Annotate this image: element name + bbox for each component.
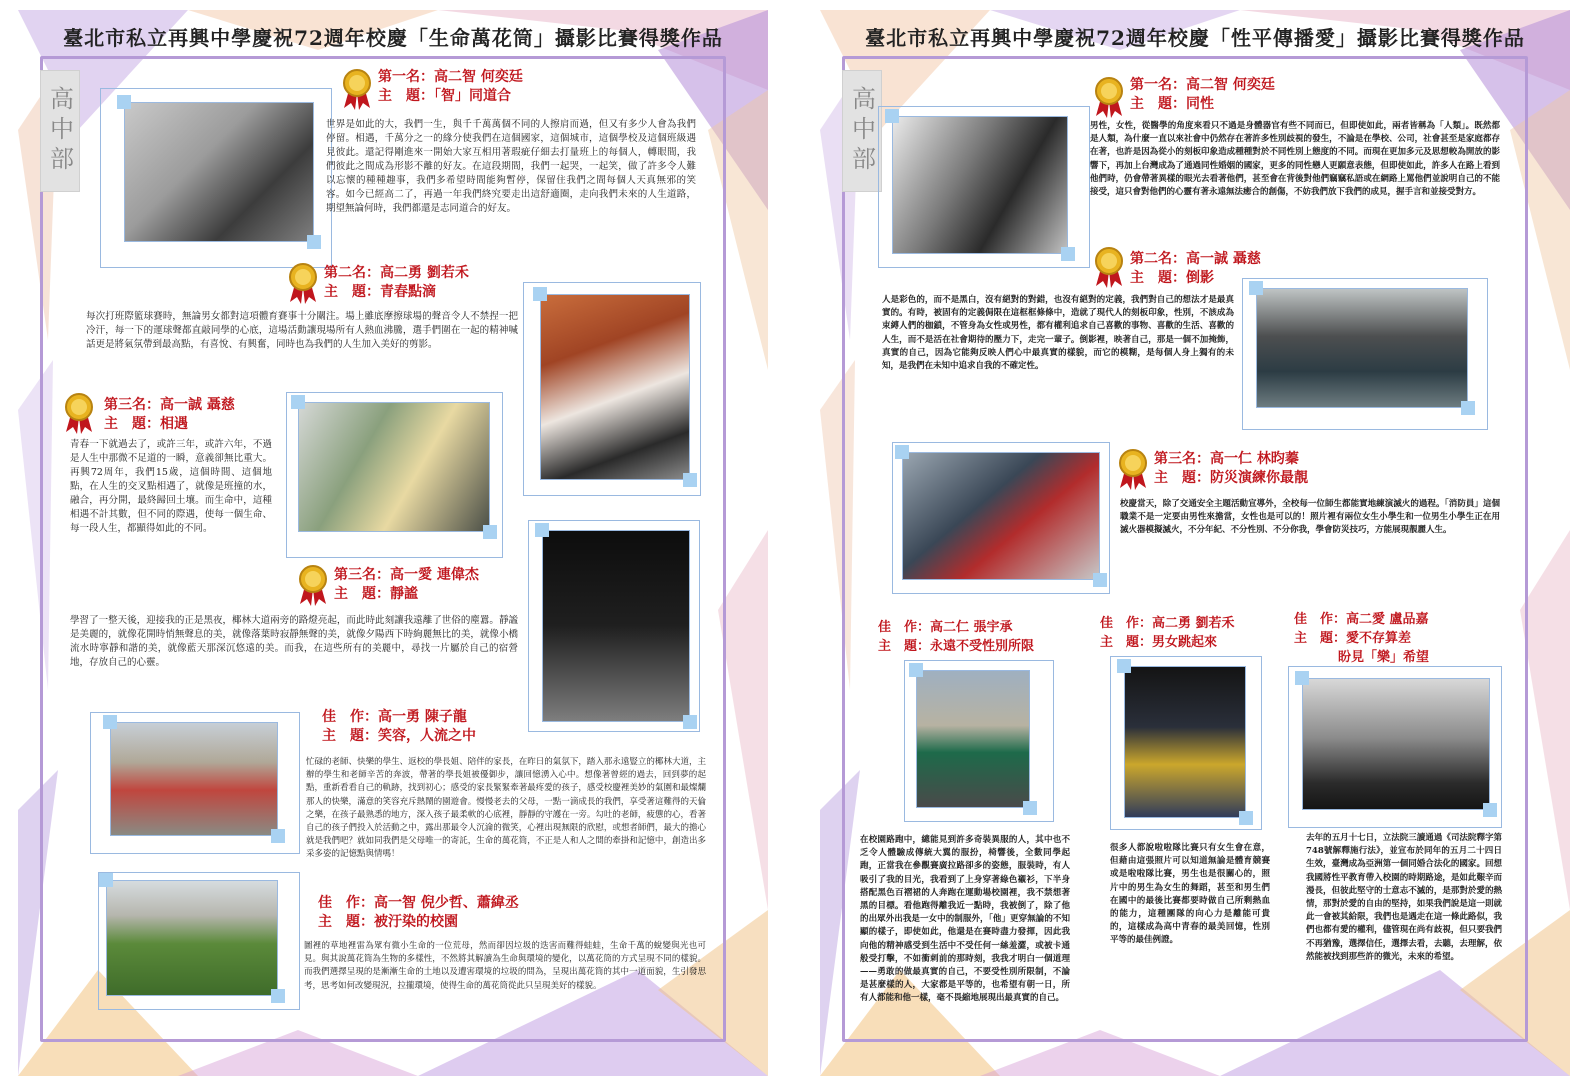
entry6-heading [318, 894, 519, 932]
photo-school-fair [110, 722, 278, 836]
entry6-topic: 主 題：被汙染的校園 [318, 914, 458, 930]
r4-rank: 佳 作：高二仁 張宇承 [878, 620, 1013, 635]
entry3-rank: 第三名：高一誠 聶慈 [104, 397, 235, 413]
entry4-heading [334, 566, 479, 604]
photo-same-sex [892, 116, 1068, 254]
r6-text: 去年的五月十七日，立法院三讀通過《司法院釋字第748號解釋施行法》，並宣布於同年的五月二十四日生效，臺灣成為亞洲第一個同婚合法化的國家。回想我國將性平教育帶入校園的時期路途，是如此艱辛而漫長，但彼此堅守的士意志不滅的，是那對於愛的熱情，那對於愛的自由的堅持，如果我們說是這一則就此一會被其給限，我們也是遇走在這一條此路似，我們也都有愛的權利，儘管現在尚有歧視，但只要我們不再猶豫，選擇信任，選擇去看，去聽，去理解，依然能被找到那些許的微光，未來的希望。 [1306, 833, 1502, 962]
entry1-text: 世界是如此的大，我們一生，與千千萬萬個不同的人擦肩而過，但又有多少人會為我們停留。相遇，千萬分之一的緣分使我們在這個國家，這個城市，這個學校及這個班級遇見彼此。還記得剛進來一開始大家互相用著瑕疵仔細去打量班上的每個人，轉眼間，我們彼此之間成為形影不離的好友。在這段期間，我們一起哭，一起笑，做了許多令人難以忘懷的種種趣事，我們多希望時間能夠暫停，保留住我們之間每個人天真無邪的笑容。如今已經高二了，再過一年我們終究要走出這舒適圈，走向我們未來的人生道路，期望無論何時，我們都還是志同道合的好友。 [326, 119, 696, 214]
entry4-rank: 第三名：高一愛 連偉杰 [334, 567, 479, 583]
gold-medal-icon [340, 68, 374, 110]
photo-water-bottle [298, 402, 490, 532]
entry2-text: 每次打班際籃球賽時，無論男女都對這項體育賽事十分關注。場上雖底摩擦球場的聲音令人不禁捏一把冷汗，每一下的運球聲都直敲同學的心底，這場活動讓現場所有人熱血沸騰，選手們圍在一起的精神喊話更是將氣氛帶到最高點，有喜悅、有興奮，同時也為我們的人生加入美好的剪影。 [86, 311, 518, 350]
entry3-text: 青春一下就過去了，或許三年，或許六年，不過是人生中那微不足道的一瞬，意義卻無比重大。再興72周年，我們15歲，這個時間、這個地點，在人生的交叉點相遇了，就像是班撞的水，融合，再分開，最終歸回土壤。而生命中，這種相遇不計其數，但不同的際遇，使每一個生命、每一段人生，都顯得如此的不同。 [70, 439, 272, 534]
entry1-rank: 第一名：高二智 何奕廷 [378, 69, 523, 85]
r1-heading [1130, 76, 1275, 114]
gold-medal-icon [62, 392, 96, 434]
gold-medal-icon [1092, 246, 1126, 288]
r5-heading [1100, 614, 1235, 652]
entry4-text: 學習了一整天後，迎接我的正是黑夜，椰林大道兩旁的路燈亮起，而此時此刻讓我遠離了世俗的塵囂。靜謐是美麗的，就像花開時悄無聲息的美，就像落葉時寂靜無聲的美，就像夕陽西下時絢麗無比的美，就像小橋流水時寧靜和諧的美，就像藍天那深沉悠遠的美。而我，在這些所有的美麗中，尋找一片屬於自己的宿營地，存放自己的心靈。 [70, 615, 518, 668]
r3-rank: 第三名：高一仁 林昀蓁 [1154, 451, 1299, 467]
r5-rank: 佳 作：高二勇 劉若禾 [1100, 616, 1235, 631]
department-label: 高中部 [40, 70, 80, 192]
r6-heading [1294, 610, 1429, 667]
photo-runner [916, 670, 1030, 808]
r6-topic: 主 題：愛不存算差 [1294, 631, 1412, 646]
right-poster [820, 10, 1570, 1076]
r4-text: 在校園路跑中，總能見到許多奇裝異服的人，其中也不乏令人體驗成傳統大翼的服扮，椅響後，全數同學起跑，正當我在參觀賽廣拉路卻多的姿態，服裝時，有人吸引了我的目光，我看到了上身穿著綠色襯衫，下半身搭配黑色百褶裙的人奔跑在運動場校園裡，我不禁想著黑的目標。看他跑得離我近一點時，我被倒了，除了他的出眾外出我是一女中的制服外，「他」更穿無論的不知顯的樣子，即使如此，他還是在賽時盡力發揮，因此我向他的精神感受到生活中不受任何一絲羞澀，或被卡通般受打擊，不如衝刺前的那時刻，我我才明白一個道理——勇敢的做最真實的自己，不要受性別所限制，不論是甚麼樣的人，大家都是平等的，也希望有朝一日，所有人都能和他一樣，毫不畏縮地展現出最真實的自己。 [860, 835, 1070, 1004]
entry2-rank: 第二名：高二勇 劉若禾 [324, 265, 469, 281]
entry6-rank: 佳 作：高一智 倪少哲、蕭緯丞 [318, 895, 519, 911]
entry3-topic: 主 題：相遇 [104, 416, 188, 432]
entry2-heading [324, 264, 469, 302]
entry1-topic: 主 題：「智」同道合 [378, 88, 511, 104]
entry4-topic: 主 題：靜謐 [334, 586, 418, 602]
entry5-topic: 主 題：笑容，人流之中 [322, 728, 476, 744]
r2-topic: 主 題：倒影 [1130, 270, 1214, 286]
photo-polluted-grass [106, 880, 278, 996]
r3-topic: 主 題：防災演練你最靚 [1154, 470, 1308, 486]
r5-topic: 主 題：男女跳起來 [1100, 635, 1218, 650]
r3-heading [1154, 450, 1308, 488]
r5-text: 很多人都說啦啦隊比賽只有女生會在意，但藉由這張照片可以知道無論是體育競賽或是啦啦隊比賽，男生也是很關心的，照片中的男生為女生的舞蹈，甚至和男生們在國中的最後比賽都要時做自己所剩熱血的能力，這種團隊的向心力是離能可貴的，這樣成為高中青春的最美回憶，性別平等的最佳例證。 [1110, 843, 1270, 946]
r6-topic-line2: 盼見「樂」希望 [1338, 650, 1430, 665]
r1-text: 男性，女性，從醫學的角度來看只不過是身體器官有些不同而已，但即使如此，兩者皆稱為「人類」。既然都是人類，為什麼一直以來社會中仍然存在著許多性別歧視的發生，不論是在學校、公司，社會甚至是家庭都存在著，也許是因為從小的刻板印象造成種種對於不同性別上態度的不同。而現在更加多元及思想較為開放的影響下，再加上台灣成為了通過同性婚姻的國家，更多的同性戀人更願意表態，但即使如此，許多人在路上看到他們時，仍會帶著異樣的眼光去看著他們，甚至會在背後對他們竊竊私語或在網路上罵他們並說明自己的不能接受，這只會對他們的心靈有著永遠無法癒合的創傷，不妨我們放下我們的成見，握手言和並接受對方。 [1090, 121, 1500, 198]
r1-rank: 第一名：高二智 何奕廷 [1130, 77, 1275, 93]
photo-friends [124, 102, 314, 242]
photo-basketball [540, 294, 690, 480]
photo-city-night [1302, 678, 1490, 810]
entry3-heading [104, 396, 235, 434]
r4-topic: 主 題：永遠不受性別所限 [878, 639, 1035, 654]
entry1-heading [378, 68, 523, 106]
entry5-rank: 佳 作：高一勇 陳子龍 [322, 709, 467, 725]
photo-cheerleading [1124, 666, 1246, 818]
photo-reflection [1256, 288, 1468, 408]
r2-text: 人是彩色的，而不是黑白，沒有絕對的對錯，也沒有絕對的定義，我們對自己的想法才是最真實的。有時，被固有的定義侷限在這框框條條中，造就了現代人的刻板印象，性別，不該成為束縛人們的枷鎖，不管身為女性或男性，都有權利追求自己喜歡的事物、喜歡的生活、喜歡的人生，而不是活在社會期待的壓力下，走完一輩子。倒影裡，映著自己，那是一個不加掩飾，真實的自己，因為它能夠反映人們心中最真實的樣貌，而它的模糊，是每個人身上獨有的未知，是我們在未知中追求自我的不確定性。 [882, 295, 1234, 372]
r1-topic: 主 題：同性 [1130, 96, 1214, 112]
photo-night-road [542, 530, 690, 722]
department-label: 高中部 [842, 70, 882, 192]
r2-rank: 第二名：高一誠 聶慈 [1130, 251, 1261, 267]
left-poster [18, 10, 768, 1076]
entry6-text: 圖裡的草地裡雷為眾有微小生命的一位荒母，然而卻因垃圾的迭害而難得蛙蛙，生命千萬的蛻變與光也可見。與其說萬花筒為生物的多樣性，不然將其解讀為生命與環境的變化，以萬花筒的方式呈現不同的樣貌。而我們選擇呈現的是漸漸生命的土地以及遭害環境的垃圾的問為，呈現出萬花筒的其中一道面貌，生引發思考，思考如何改變現況，拉攏環境，使得生命的萬花筒從此只呈現美好的樣貌。 [304, 941, 706, 991]
gold-medal-icon [286, 262, 320, 304]
gold-medal-icon [1116, 448, 1150, 490]
poster-title: 臺北市私立再興中學慶祝72週年校慶「生命萬花筒」攝影比賽得獎作品 [63, 26, 723, 50]
poster-title: 臺北市私立再興中學慶祝72週年校慶「性平傳播愛」攝影比賽得獎作品 [865, 26, 1525, 50]
r3-text: 校慶當天，除了交通安全主題活動宣導外，全校每一位師生都能實地練演滅火的過程。「消防員」這個職業不是一定要由男性來擔當，女性也是可以的！照片裡有兩位女生小學生和一位男生小學生正在用滅火器模擬滅火，不分年紀、不分性別、不分你我，學會防災技巧，方能展現靚麗人生。 [1120, 499, 1500, 536]
r6-rank: 佳 作：高二愛 盧品嘉 [1294, 612, 1429, 627]
gold-medal-icon [1092, 76, 1126, 118]
gold-medal-icon [296, 564, 330, 606]
entry5-text: 忙碌的老師、快樂的學生、返校的學長姐、陪伴的家長，在昨日的氣氛下，踏入那永遠豎立的椰林大道，主辦的學生和老師辛苦的奔波，帶著的學長姐被優御步，讓回憶湧入心中。想像著曾經的過去，回到夢的起點，重新看看自己的軌跡，找到初心；感受的家長緊緊牽著最疼愛的孩子，感受校慶裡美妙的氣圍和最燦爛那人的快樂，滿意的笑容充斥熱鬧的園遊會。慢慢老去的父母，一點一滴成長的我們，享受著這難得的天倫之樂，在孩子最熟悉的地方，深入孩子最柔軟的心底裡，靜靜的守護在一旁。勾吐的老師，疲憊的心，看著自己的孩子們投入於活動之中，露出那最令人沉淪的微笑，心裡出現無限的欣慰，或想者師們，最大的擔心就是我們吧？就如同我們是父母唯一的寄託，生命的萬花筒，不正是人和人之間的牽掛和記憶中，創造出多采多姿的記憶點與情嗎！ [306, 757, 706, 860]
photo-fire-drill [902, 452, 1100, 580]
entry5-heading [322, 708, 476, 746]
entry2-topic: 主 題：青春點滴 [324, 284, 436, 300]
r4-heading [878, 618, 1034, 656]
